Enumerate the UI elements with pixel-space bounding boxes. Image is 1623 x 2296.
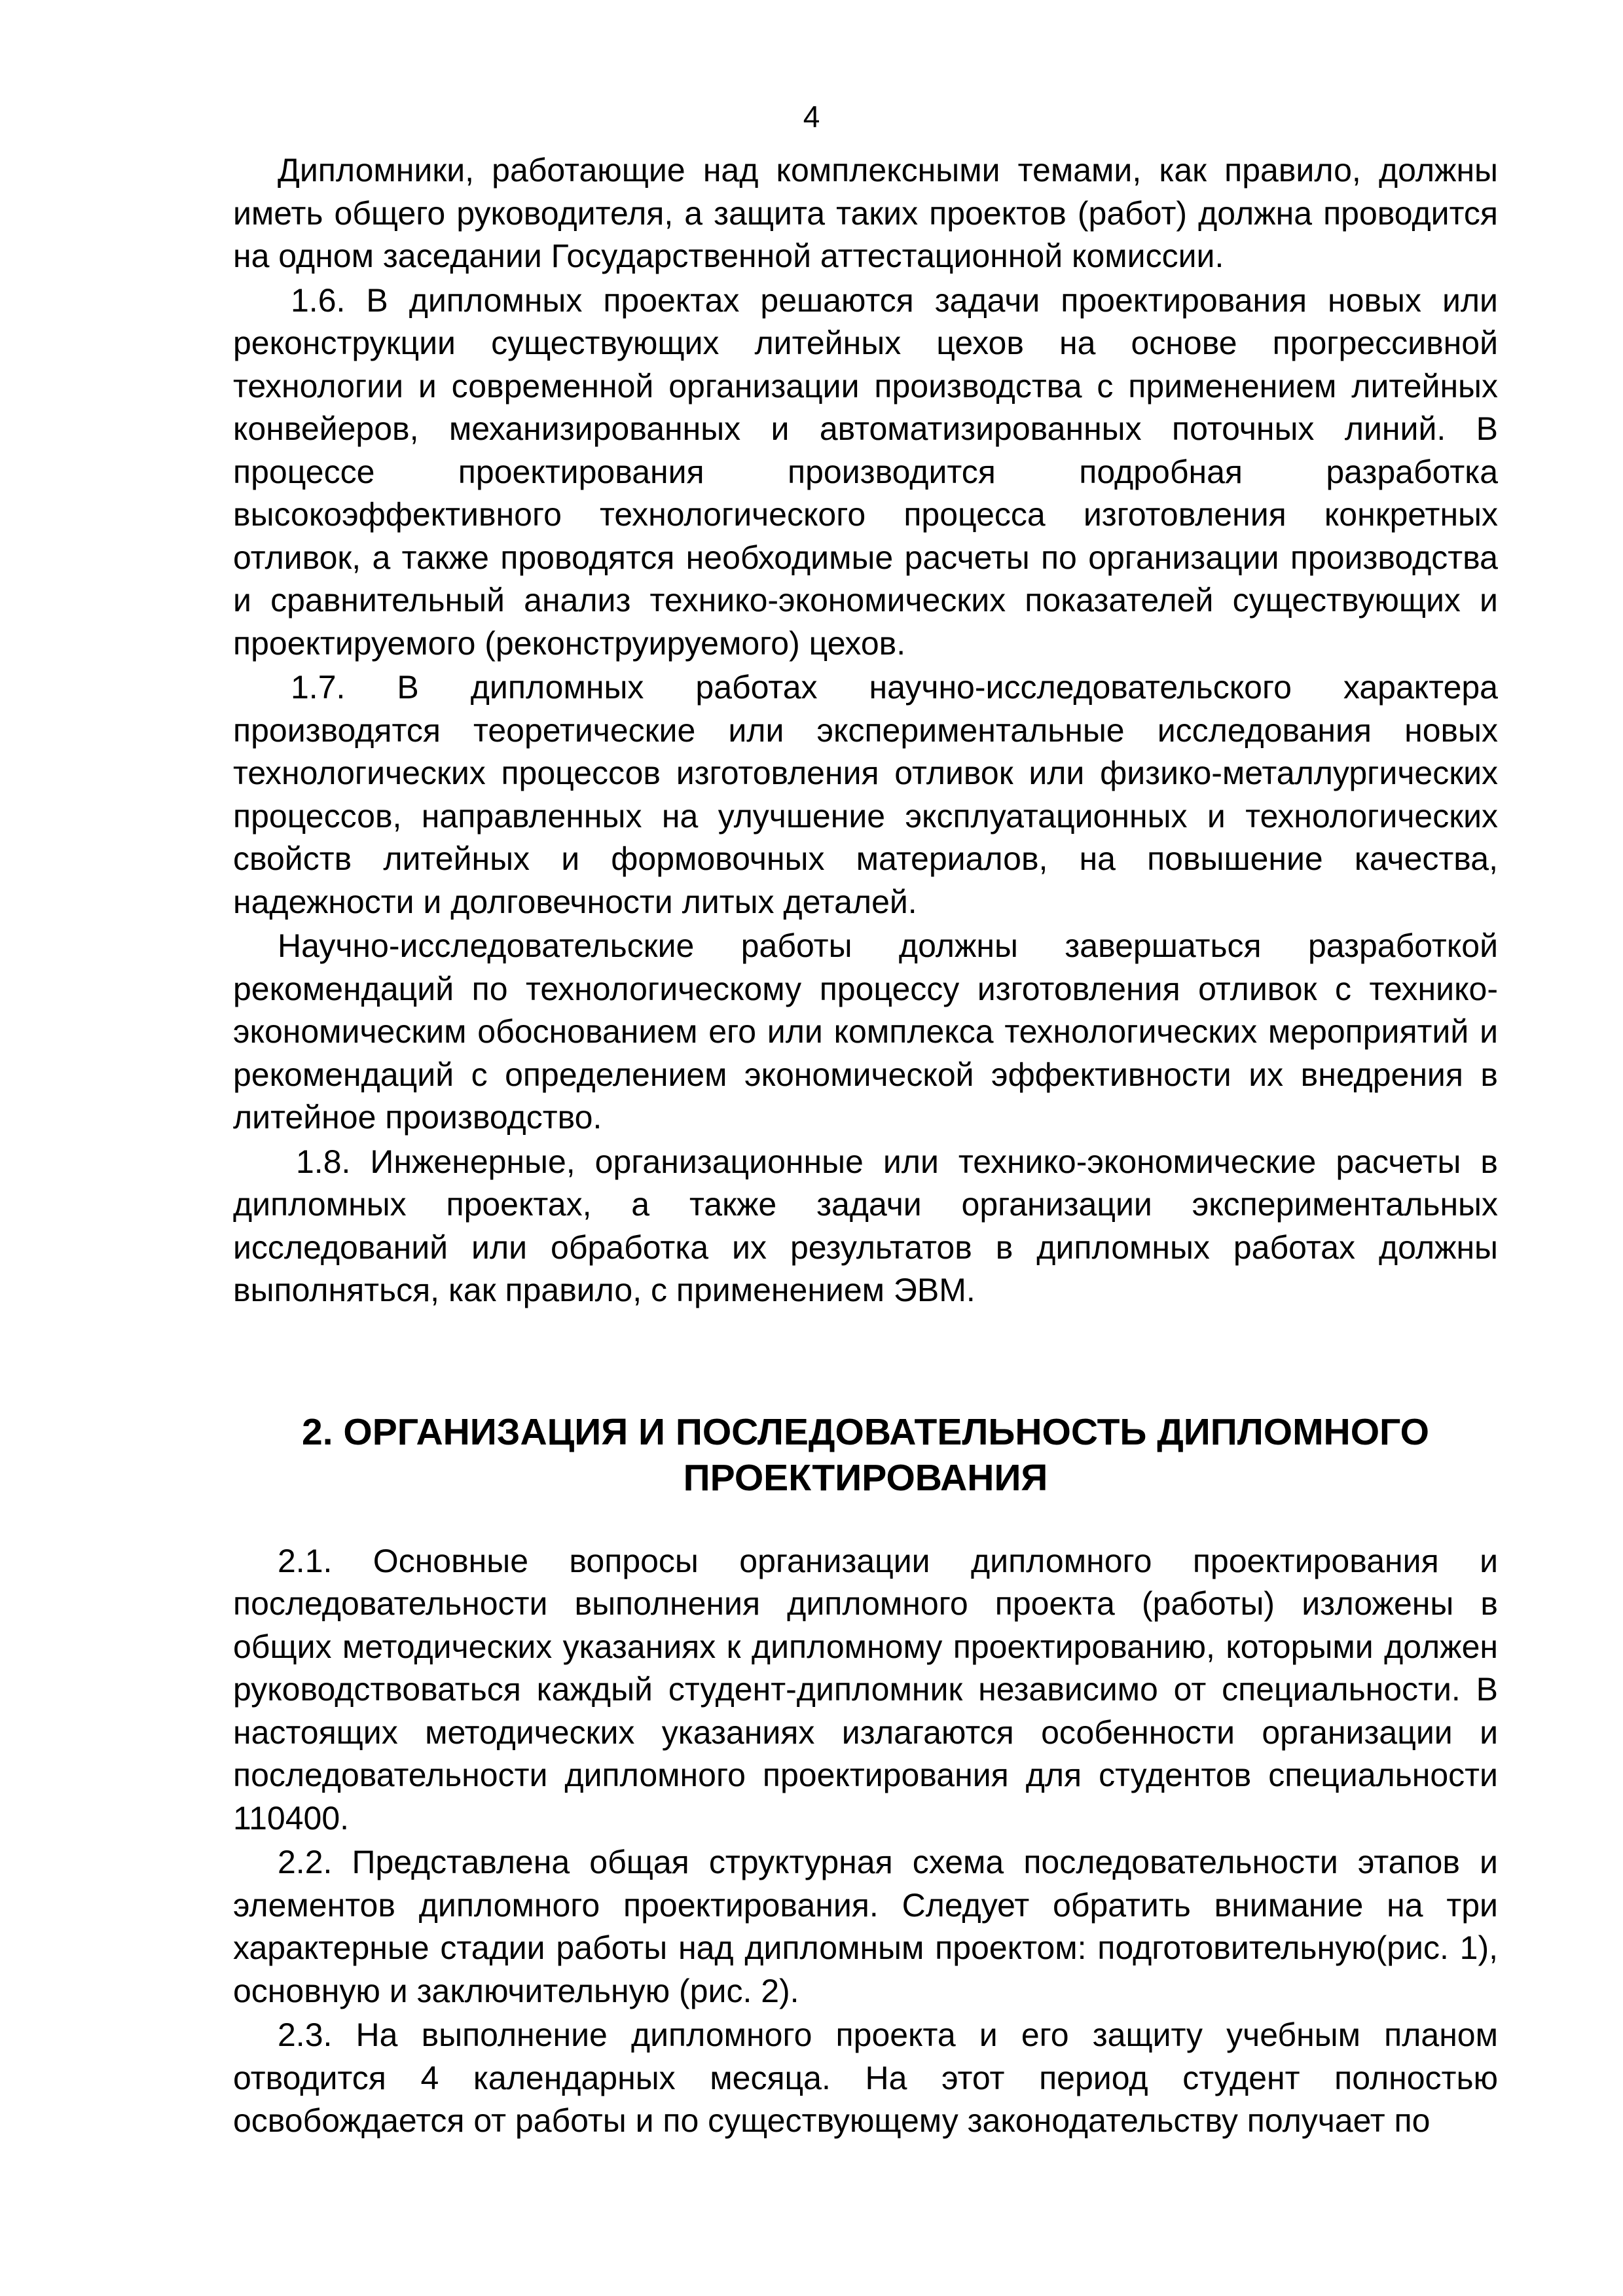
section-heading (233, 1409, 1498, 1501)
paragraph-2-2: 2.2. Представлена общая структурная схема последовательности этапов и элементов дипломного проектирования. Следует обратить внимание на три характерные стадии работы над дипломным проектом: подготовительную(рис. 1), основную и заключительную (рис. 2). (233, 1844, 1498, 2009)
paragraph-1-6: 1.6. В дипломных проектах решаются задачи проектирования новых или реконструкции существующих литейных цехов на основе прогрессивной технологии и современной организации производства с применением литейных конвейеров, механизированных и автоматизированных поточных линий. В процессе проектирования производится подробная разработка высокоэффективного технологического процесса изготовления конкретных отливок, а также проводятся необходимые расчеты по организации производства и сравнительный анализ технико-экономических показателей существующих и проектируемого (реконструируемого) цехов. (233, 281, 1498, 662)
paragraph-1-7: 1.7. В дипломных работах научно-исследовательского характера производятся теоретические или экспериментальные исследования новых технологических процессов изготовления отливок или физико-металлургических процессов, направленных на улучшение эксплуатационных и технологических свойств литейных и формовочных материалов, на повышение качества, надежности и долговечности литых деталей. (233, 669, 1498, 920)
page-number: 4 (803, 99, 820, 134)
document-body (233, 149, 1498, 2144)
paragraph-1-8: 1.8. Инженерные, организационные или технико-экономические расчеты в дипломных проектах, а также задачи организации экспериментальных исследований или обработка их результатов в дипломных работах должны выполняться, как правило, с применением ЭВМ. (233, 1143, 1498, 1308)
section-heading-line1: 2. ОРГАНИЗАЦИЯ И ПОСЛЕДОВАТЕЛЬНОСТЬ ДИПЛОМНОГО (302, 1410, 1429, 1453)
paragraph-2-3: 2.3. На выполнение дипломного проекта и его защиту учебным планом отводится 4 календарных месяца. На этот период студент полностью освобождается от работы и по существующему законодательству получает по (233, 2017, 1498, 2139)
paragraph-graduates-complex-topics: Дипломники, работающие над комплексными темами, как правило, должны иметь общего руководителя, а защита таких проектов (работ) должна проводится на одном заседании Государственной аттестационной комиссии. (233, 152, 1498, 274)
paragraph-2-1: 2.1. Основные вопросы организации дипломного проектирования и последовательности выполнения дипломного проекта (работы) изложены в общих методических указаниях к дипломному проектированию, которыми должен руководствоваться каждый студент-дипломник независимо от специальности. В настоящих методических указаниях излагаются особенности организации и последовательности дипломного проектирования для студентов специальности 110400. (233, 1542, 1498, 1837)
section-heading-line2: ПРОЕКТИРОВАНИЯ (683, 1456, 1048, 1499)
paragraph-research-works: Научно-исследовательские работы должны завершаться разработкой рекомендаций по технологическому процессу изготовления отливок с технико-экономическим обоснованием его или комплекса технологических мероприятий и рекомендаций с определением экономической эффективности их внедрения в литейное производство. (233, 927, 1498, 1136)
